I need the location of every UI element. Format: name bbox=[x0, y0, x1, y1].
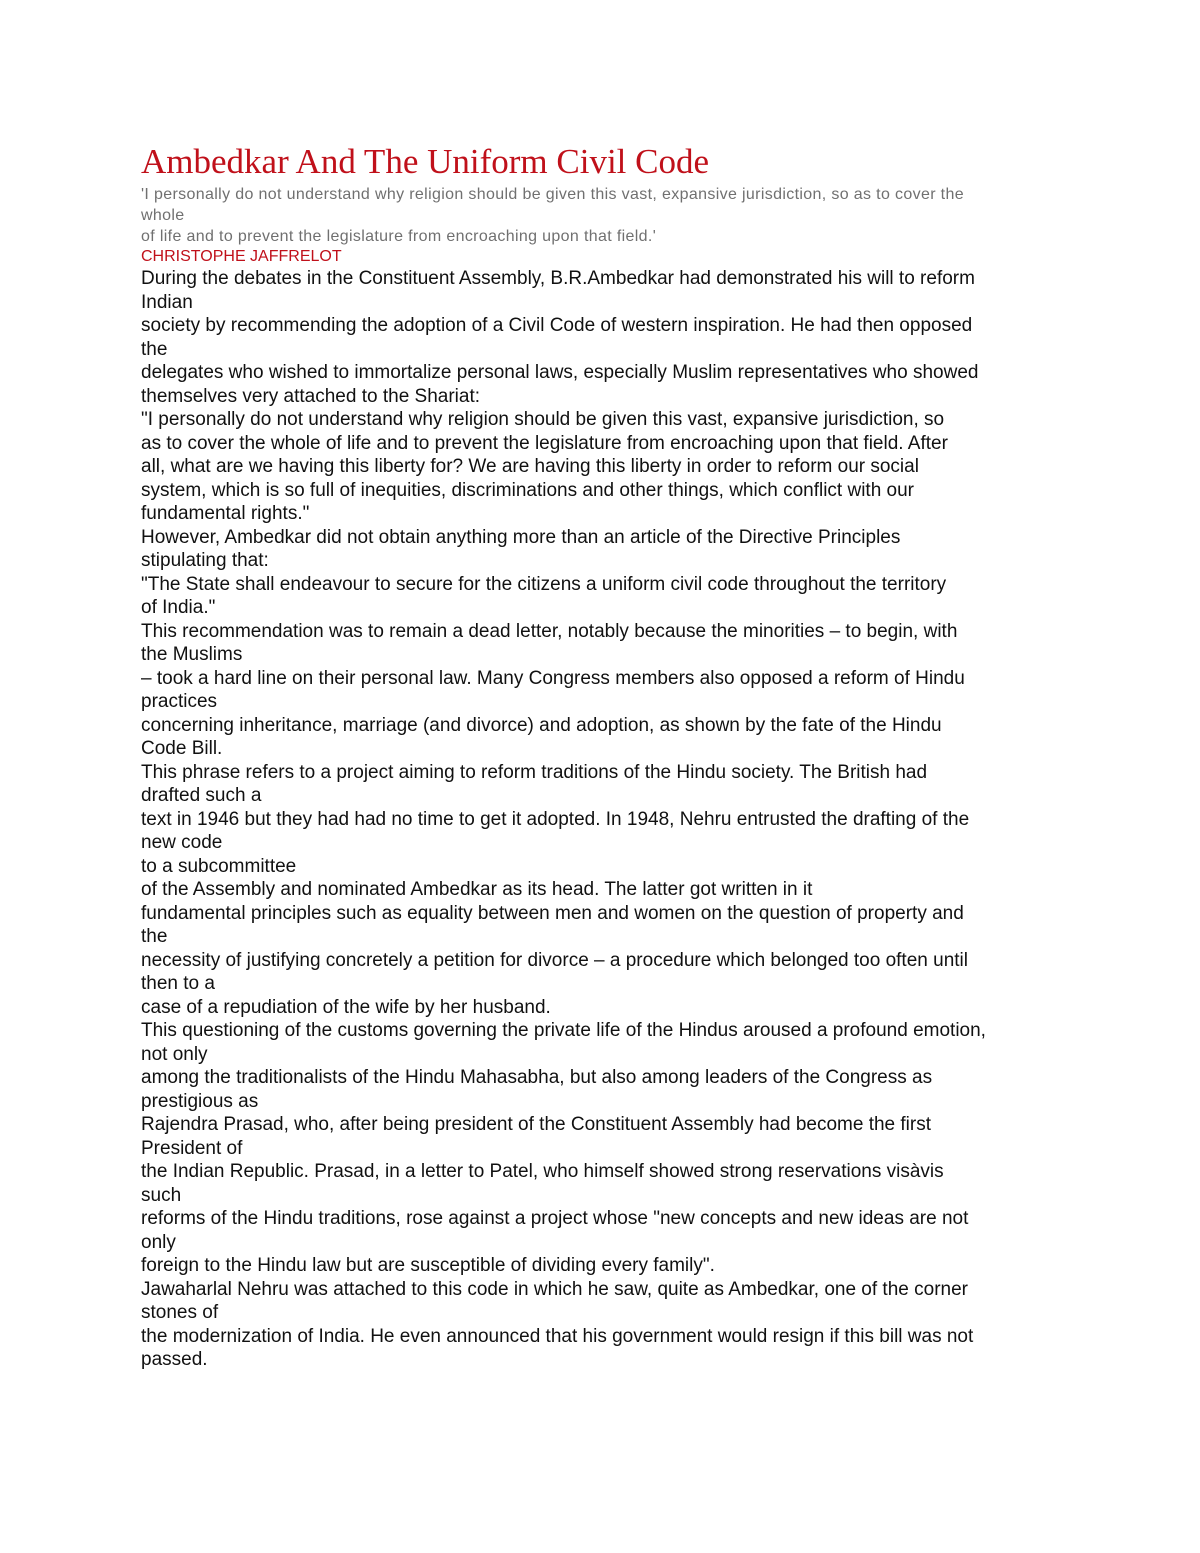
body-line: society by recommending the adoption of a Civil Code of western inspiration. He had then opposed bbox=[141, 315, 973, 336]
document-page bbox=[141, 140, 1061, 1372]
body-line: the bbox=[141, 926, 168, 947]
author-name: CHRISTOPHE JAFFRELOT bbox=[141, 248, 342, 265]
body-line: Code Bill. bbox=[141, 738, 223, 759]
body-line: Jawaharlal Nehru was attached to this code in which he saw, quite as Ambedkar, one of the corner bbox=[141, 1278, 968, 1300]
body-line: among the traditionalists of the Hindu Mahasabha, but also among leaders of the Congress as bbox=[141, 1067, 933, 1088]
body-line: stones of bbox=[141, 1302, 219, 1323]
body-line: the bbox=[141, 338, 168, 360]
body-line: President of bbox=[141, 1137, 243, 1159]
epigraph-line: 'I personally do not understand why religion should be given this vast, expansive jurisdiction, so as to cover the bbox=[141, 186, 964, 203]
body-line: Rajendra Prasad, who, after being president of the Constituent Assembly had become the first bbox=[141, 1114, 932, 1135]
body-line: themselves very attached to the Shariat: bbox=[141, 385, 481, 407]
body-line: This phrase refers to a project aiming to reform traditions of the Hindu society. The British had bbox=[141, 761, 928, 783]
document-title: Ambedkar And The Uniform Civil Code bbox=[141, 142, 710, 181]
body-line: to a subcommittee bbox=[141, 855, 297, 877]
body-line: stipulating that: bbox=[141, 550, 269, 571]
body-line: However, Ambedkar did not obtain anything more than an article of the Directive Principles bbox=[141, 526, 901, 548]
body-line: This recommendation was to remain a dead letter, notably because the minorities – to begin, with bbox=[141, 620, 958, 642]
body-line: "The State shall endeavour to secure for the citizens a uniform civil code throughout the territory bbox=[141, 573, 947, 595]
body-line: not only bbox=[141, 1043, 208, 1065]
body-line: then to a bbox=[141, 973, 215, 994]
body-line: During the debates in the Constituent Assembly, B.R.Ambedkar had demonstrated his will to reform bbox=[141, 268, 975, 289]
epigraph-line: whole bbox=[141, 207, 185, 224]
body-line: the Muslims bbox=[141, 644, 243, 665]
body-line: passed. bbox=[141, 1349, 208, 1370]
body-line: Indian bbox=[141, 291, 193, 313]
epigraph-line: of life and to prevent the legislature from encroaching upon that field.' bbox=[141, 228, 657, 245]
body-line: as to cover the whole of life and to prevent the legislature from encroaching upon that field. After bbox=[141, 432, 948, 454]
body-line: of India." bbox=[141, 597, 216, 618]
body-line: only bbox=[141, 1231, 176, 1253]
body-line: of the Assembly and nominated Ambedkar as its head. The latter got written in it bbox=[141, 879, 813, 900]
body-line: – took a hard line on their personal law. Many Congress members also opposed a reform of Hindu bbox=[141, 667, 965, 689]
epigraph-quote bbox=[141, 184, 1061, 247]
body-line: concerning inheritance, marriage (and divorce) and adoption, as shown by the fate of the Hindu bbox=[141, 714, 942, 736]
body-line: new code bbox=[141, 832, 223, 853]
body-line: fundamental principles such as equality between men and women on the question of property and bbox=[141, 902, 964, 924]
body-line: This questioning of the customs governing the private life of the Hindus aroused a profound emotion, bbox=[141, 1020, 986, 1041]
body-line: system, which is so full of inequities, discriminations and other things, which conflict with our bbox=[141, 479, 915, 501]
body-line: practices bbox=[141, 691, 218, 712]
body-line: all, what are we having this liberty for? We are having this liberty in order to reform our social bbox=[141, 456, 919, 477]
body-line: delegates who wished to immortalize personal laws, especially Muslim representatives who showed bbox=[141, 362, 979, 383]
body-line: "I personally do not understand why religion should be given this vast, expansive jurisdiction, so bbox=[141, 409, 945, 430]
body-line: drafted such a bbox=[141, 785, 262, 806]
body-line: case of a repudiation of the wife by her husband. bbox=[141, 996, 551, 1018]
body-line: foreign to the Hindu law but are susceptible of dividing every family". bbox=[141, 1255, 715, 1276]
body-line: necessity of justifying concretely a petition for divorce – a procedure which belonged too often until bbox=[141, 949, 968, 971]
body-line: the Indian Republic. Prasad, in a letter to Patel, who himself showed strong reservations visàvis bbox=[141, 1161, 944, 1182]
body-line: fundamental rights." bbox=[141, 503, 310, 524]
body-line: prestigious as bbox=[141, 1090, 259, 1112]
body-text bbox=[141, 267, 1061, 1372]
body-line: the modernization of India. He even announced that his government would resign if this bill was not bbox=[141, 1325, 974, 1347]
body-line: reforms of the Hindu traditions, rose against a project whose "new concepts and new ideas are not bbox=[141, 1208, 969, 1229]
body-line: text in 1946 but they had had no time to get it adopted. In 1948, Nehru entrusted the drafting of the bbox=[141, 808, 970, 830]
body-line: such bbox=[141, 1184, 182, 1206]
